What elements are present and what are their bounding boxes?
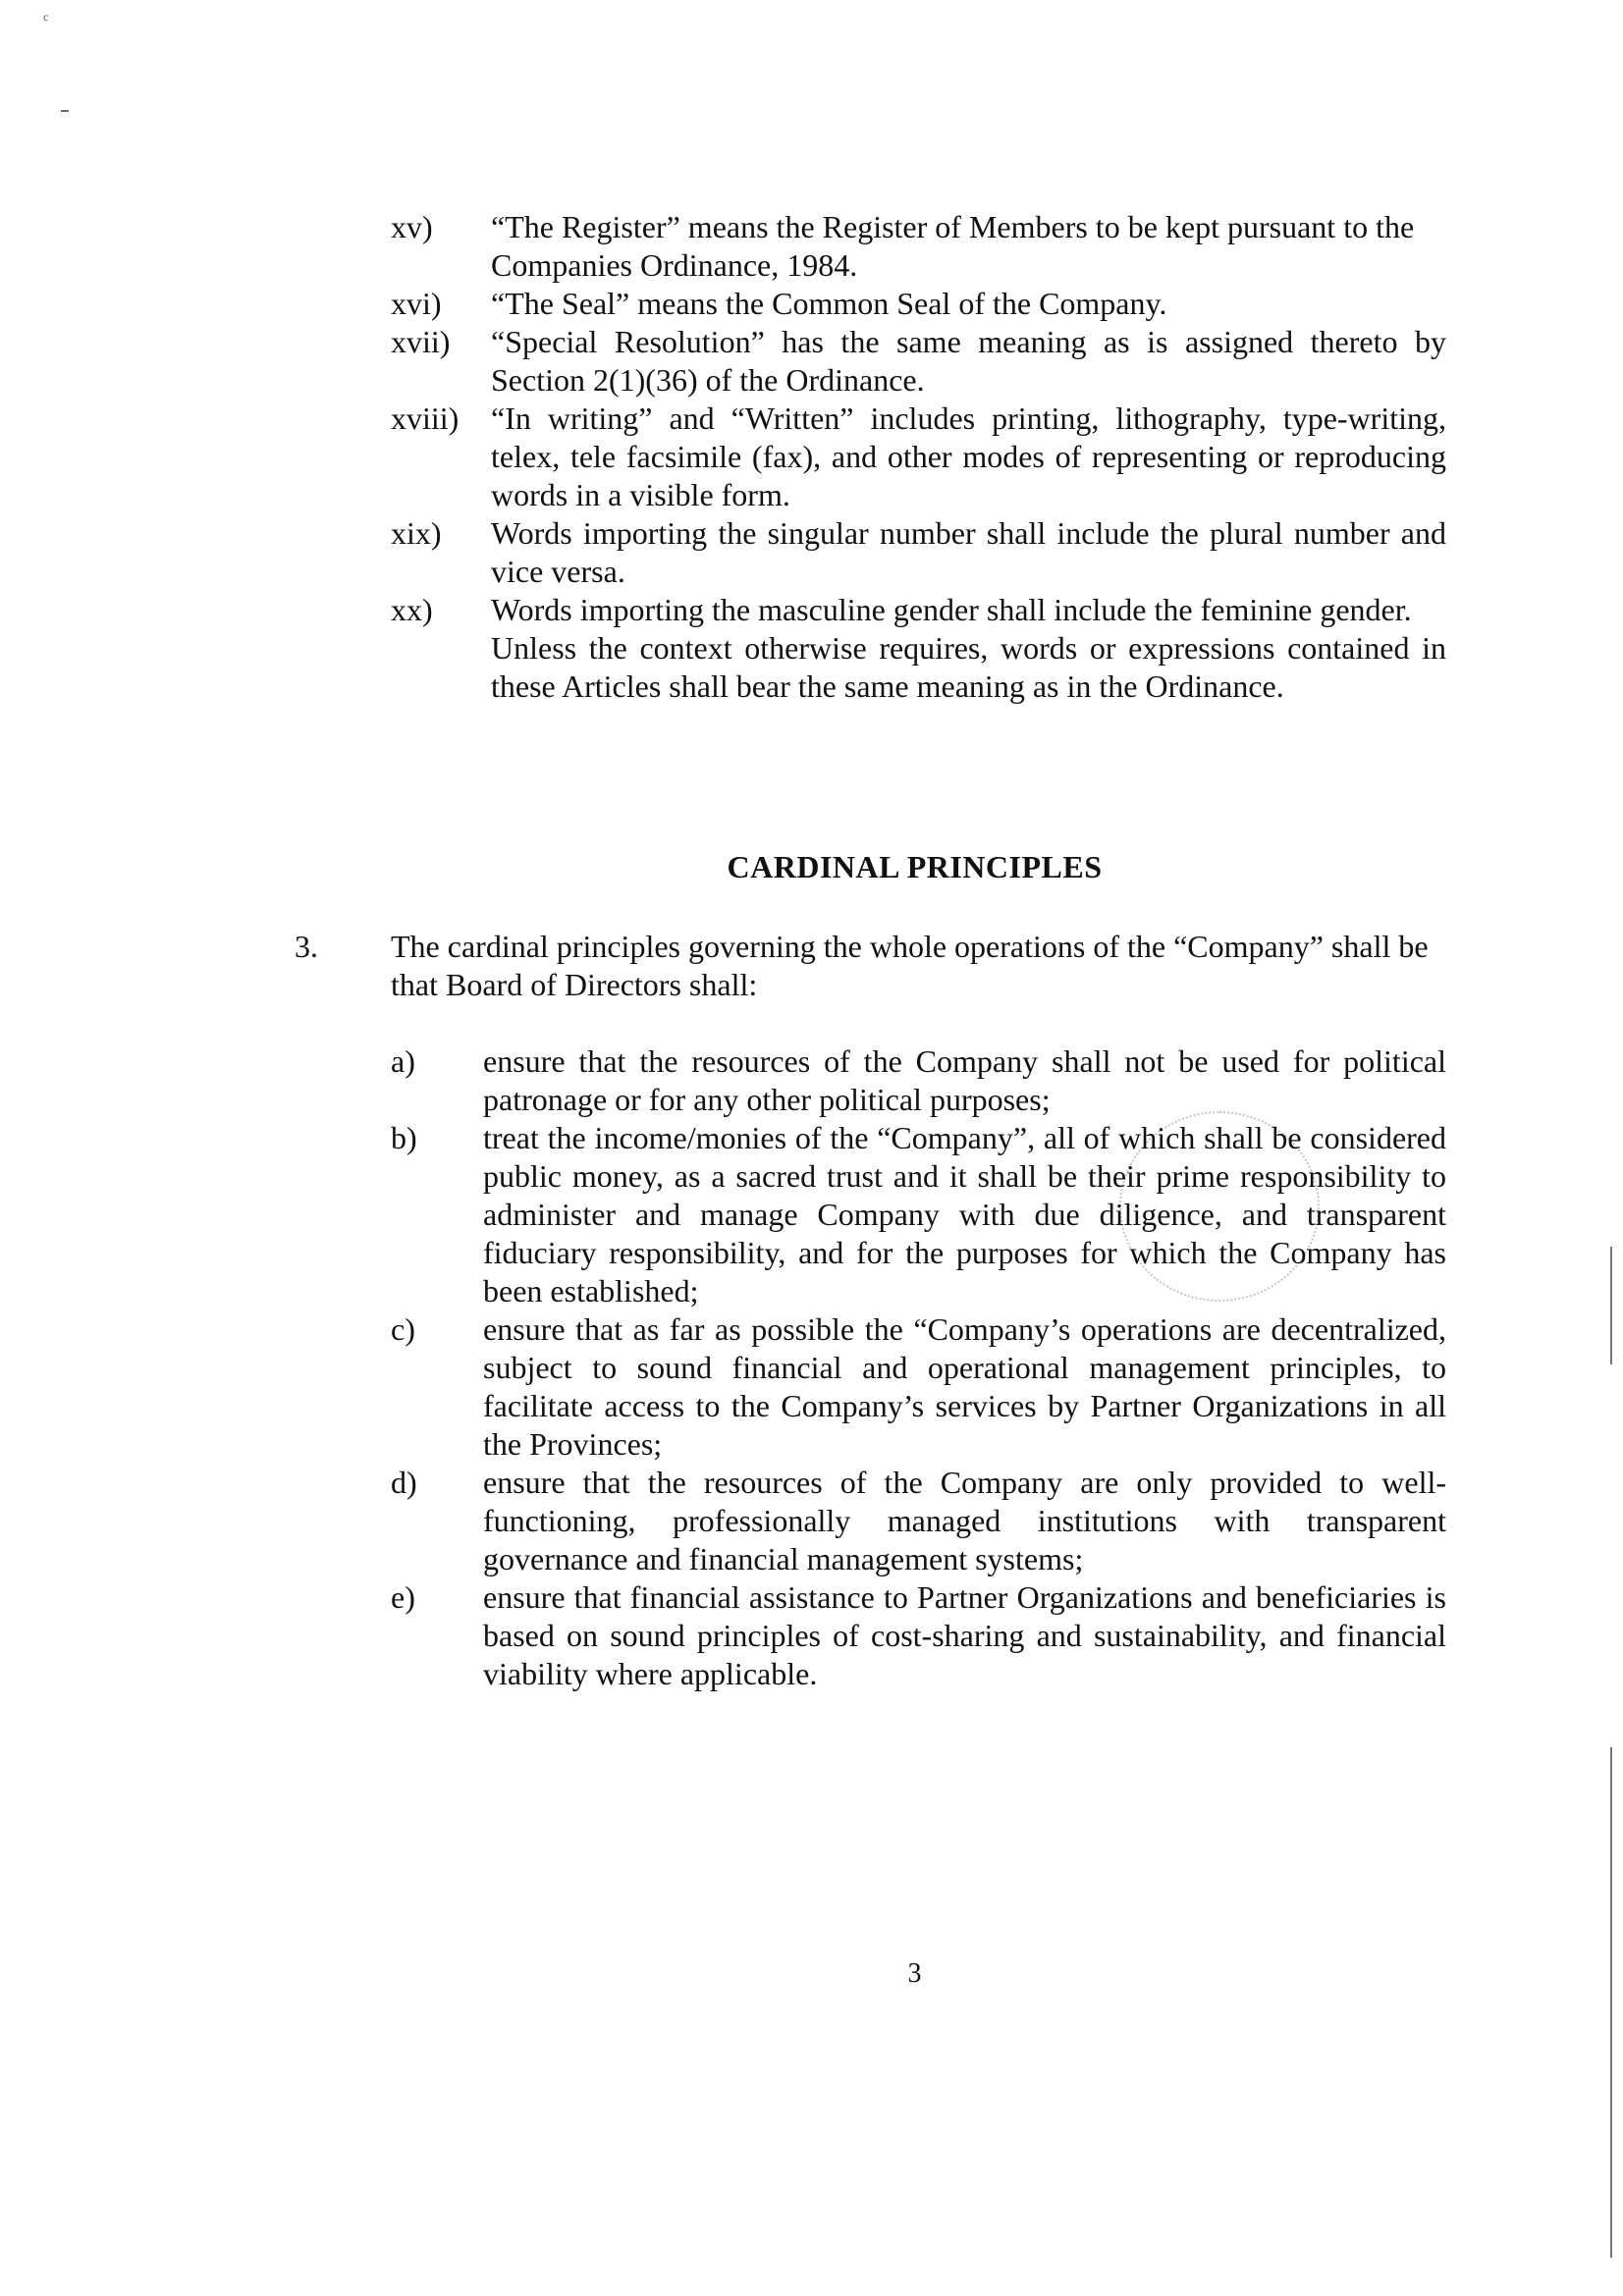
scan-edge-line bbox=[1610, 1247, 1612, 1364]
definition-text: “In writing” and “Written” includes printing, lithography, type-writing, telex, tele facsimile (fax), and other modes of representing or reproducing words in a visible form. bbox=[491, 400, 1446, 512]
definition-marker: xvi) bbox=[391, 286, 442, 321]
section-heading: CARDINAL PRINCIPLES bbox=[727, 849, 1103, 884]
principle-text: ensure that the resources of the Company are only provided to well-functioning, professionally managed institutions with transparent governance and financial management systems; bbox=[483, 1465, 1446, 1576]
principle-text: ensure that financial assistance to Partner Organizations and beneficiaries is based on sound principles of cost-sharing and sustainability, and financial viability where applicable. bbox=[483, 1579, 1446, 1691]
principle-marker: e) bbox=[391, 1579, 415, 1615]
definition-text: “Special Resolution” has the same meaning as is assigned thereto by Section 2(1)(36) of the Ordinance. bbox=[491, 324, 1446, 398]
principle-item bbox=[391, 1578, 1446, 1693]
principle-item bbox=[391, 1042, 1446, 1119]
definition-item bbox=[391, 285, 1446, 323]
principle-marker: c) bbox=[391, 1311, 415, 1347]
clause-body bbox=[391, 928, 1446, 1004]
definition-item bbox=[391, 591, 1446, 629]
principles-list bbox=[391, 1042, 1446, 1693]
principle-marker: d) bbox=[391, 1465, 417, 1500]
definition-marker: xviii) bbox=[391, 400, 460, 436]
clause bbox=[295, 928, 1446, 1004]
definition-text: Words importing the masculine gender shall include the feminine gender. bbox=[491, 592, 1412, 627]
page-number: 3 bbox=[907, 1958, 922, 1989]
principle-marker: b) bbox=[391, 1120, 417, 1155]
principle-item bbox=[391, 1310, 1446, 1464]
principle-text: treat the income/monies of the “Company”, all of which shall be considered public money, as a sacred trust and it shall be their prime responsibility to administer and manage Company with due diligence, and transparent fiduciary responsibility, and for the purposes for which the Company has been established; bbox=[483, 1120, 1446, 1308]
principle-marker: a) bbox=[391, 1043, 415, 1079]
definitions-note: Unless the context otherwise requires, words or expressions contained in these Articles shall bear the same meaning as in the Ordinance. bbox=[491, 630, 1446, 704]
principle-item bbox=[391, 1119, 1446, 1310]
scan-dash-mark bbox=[61, 110, 69, 112]
definition-text: “The Register” means the Register of Members to be kept pursuant to the Companies Ordinance, 1984. bbox=[491, 209, 1415, 283]
definition-item bbox=[391, 208, 1446, 285]
corner-mark: c bbox=[43, 10, 49, 24]
definition-item bbox=[391, 323, 1446, 400]
definition-marker: xv) bbox=[391, 209, 433, 244]
principle-item bbox=[391, 1464, 1446, 1578]
principle-text: ensure that as far as possible the “Company’s operations are decentralized, subject to sound financial and operational management principles, to facilitate access to the Company’s services by Partner Organizations in all the Provinces; bbox=[483, 1311, 1446, 1462]
principle-text: ensure that the resources of the Company shall not be used for political patronage or for any other political purposes; bbox=[483, 1043, 1446, 1117]
definition-marker: xix) bbox=[391, 515, 442, 551]
scan-edge-line bbox=[1610, 1747, 1612, 2258]
clause-number: 3. bbox=[295, 929, 318, 964]
definition-marker: xvii) bbox=[391, 324, 451, 359]
clause-intro: The cardinal principles governing the whole operations of the “Company” shall be that Board of Directors shall: bbox=[391, 929, 1429, 1002]
definition-item bbox=[391, 514, 1446, 591]
definition-item bbox=[391, 400, 1446, 514]
definitions-list bbox=[391, 208, 1446, 706]
definition-text: Words importing the singular number shall include the plural number and vice versa. bbox=[491, 515, 1446, 589]
definition-text: “The Seal” means the Common Seal of the Company. bbox=[491, 286, 1167, 321]
definition-marker: xx) bbox=[391, 592, 433, 627]
